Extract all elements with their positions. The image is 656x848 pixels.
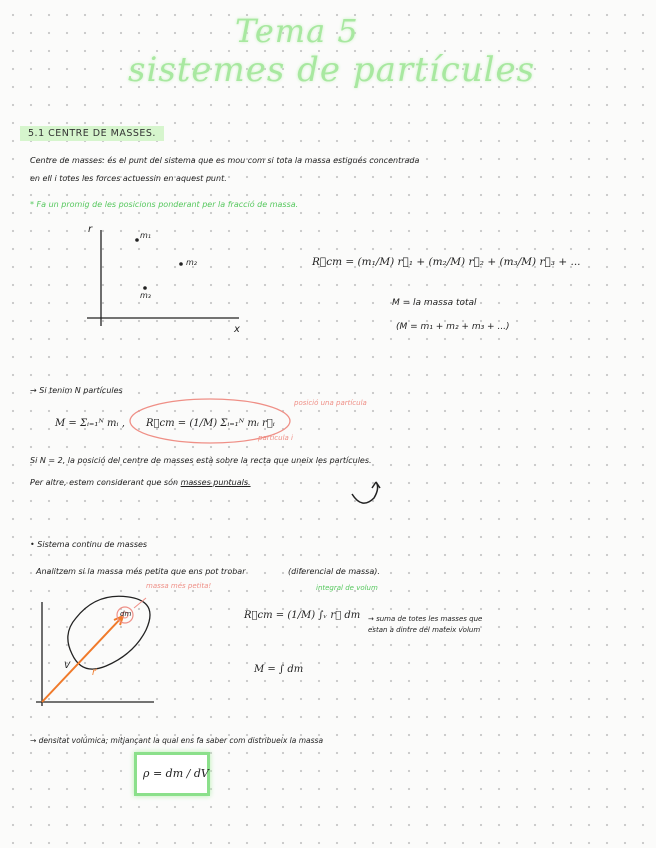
density-formula-box <box>134 752 210 796</box>
continuous-body-diagram <box>30 584 220 714</box>
point-masses-underlined: masses puntuals. <box>180 478 251 487</box>
n2-line: Si N = 2, la posició del centre de masses està sobre la recta que uneix les partícules. <box>30 456 372 465</box>
definition-line-2: en ell i totes les forces actuessin en aquest punt. <box>30 174 227 183</box>
integral-volume-label: integral de volum <box>316 584 378 592</box>
page-title-line2: sistemes de partícules <box>128 50 536 90</box>
particle-m1 <box>135 238 139 242</box>
definition-line-1: Centre de masses: és el punt del sistema que es mou com si tota la massa estigués concentrada <box>30 156 420 165</box>
density-formula: ρ = dm / dV <box>143 767 209 780</box>
total-mass-note: M = la massa total <box>392 298 477 308</box>
label-m2: m₂ <box>186 258 197 267</box>
label-m1: m₁ <box>140 231 151 240</box>
rcm-formula-discrete: R⃗cm = (m₁/M) r⃗₁ + (m₂/M) r⃗₂ + (m₃/M) r⃗₃ + ... <box>312 256 581 268</box>
continuous-system-bullet: • Sistema continu de masses <box>30 540 148 549</box>
point-masses-text: Per altre, estem considerant que són <box>30 478 179 487</box>
curved-arrow-icon <box>346 476 386 510</box>
v-label: V <box>64 661 71 671</box>
continuous-intro-line <box>36 567 380 576</box>
rcm-integral-formula: R⃗cm = (1/M) ∫ᵥ r⃗ dm <box>244 610 361 621</box>
density-line: → densitat volúmica; mitjançant la qual ens fa saber com distribueix la massa <box>30 736 324 745</box>
axis-label-x: x <box>234 324 240 335</box>
dm-label: dm <box>120 610 132 618</box>
particle-diagram <box>75 222 255 340</box>
volume-sum-note: → suma de totes les masses que estan a dintre del mateix volum <box>368 615 483 634</box>
total-mass-sum: (M = m₁ + m₂ + m₃ + ...) <box>396 322 510 332</box>
particle-m3 <box>143 286 147 290</box>
point-masses-line <box>30 478 251 487</box>
page-title-line1: Tema 5 <box>235 12 359 50</box>
r-vector-label: r⃗ <box>92 668 96 678</box>
continuous-intro-text: Analitzem si la massa més petita que ens pot trobar <box>36 567 246 576</box>
mass-integral-formula: M = ∫ dm <box>254 664 304 675</box>
note-position-particle: posició una partícula <box>294 399 367 407</box>
star-note: * Fa un promig de les posicions ponderant per la fracció de massa. <box>30 200 299 209</box>
section-heading-centre-masses: 5.1 CENTRE DE MASSES. <box>20 126 164 141</box>
n-particles-line: → Si tenim N partícules <box>30 386 123 395</box>
axis-label-r: r <box>88 224 93 235</box>
total-mass-sum-formula: M = Σᵢ₌₁ᴺ mᵢ , <box>55 418 125 429</box>
note-particle-i: partícula i <box>258 434 293 442</box>
smallest-mass-label: massa més petita! <box>146 582 212 590</box>
continuous-intro-paren: (diferencial de massa). <box>288 567 380 576</box>
rcm-formula-n-particles: R⃗cm = (1/M) Σᵢ₌₁ᴺ mᵢ r⃗ᵢ <box>146 418 275 429</box>
label-m3: m₃ <box>140 291 151 300</box>
particle-m2 <box>179 262 183 266</box>
